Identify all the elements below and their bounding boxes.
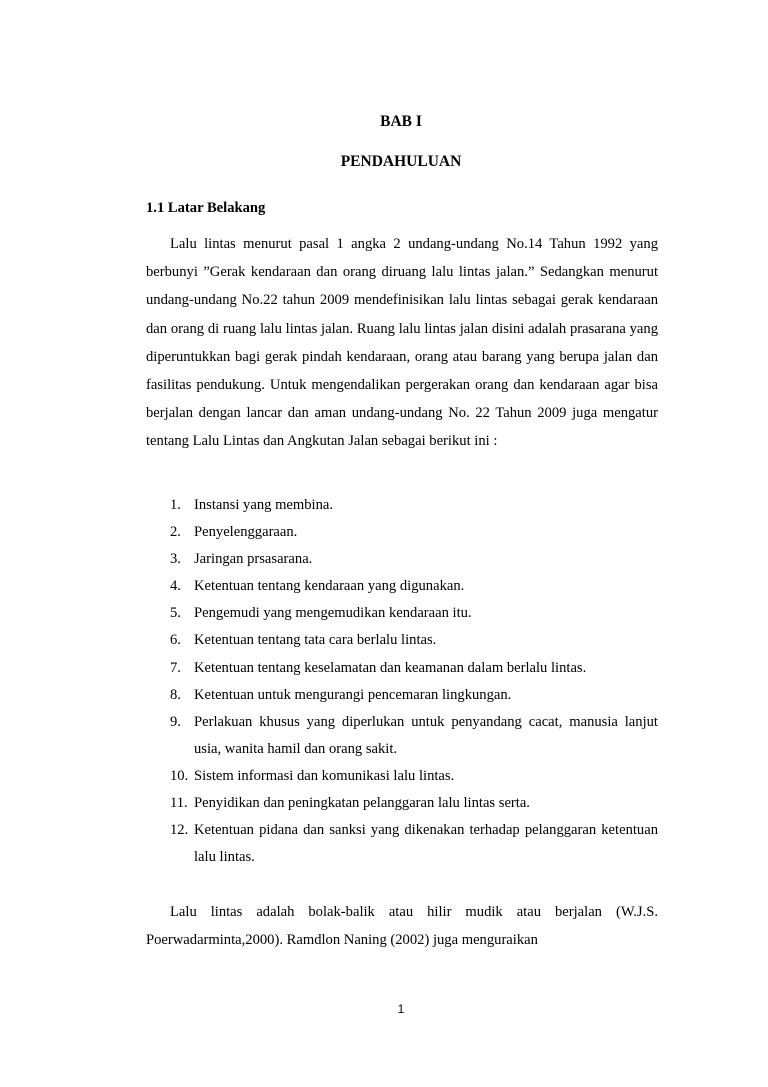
list-item-text: Penyelenggaraan. (194, 524, 298, 541)
list-item (146, 546, 658, 573)
list-item (146, 763, 658, 790)
list-item (146, 573, 658, 600)
chapter-heading: BAB I (380, 113, 422, 130)
list-item (146, 817, 658, 871)
list-item-number: 5. (170, 605, 181, 622)
list-item-number: 8. (170, 686, 181, 703)
list-item-text: Perlakuan khusus yang diperlukan untuk penyandang cacat, manusia lanjut usia, wanita hamil dan orang sakit. (194, 713, 658, 757)
list-item-text: Penyidikan dan peningkatan pelanggaran lalu lintas serta. (194, 795, 530, 812)
list-item-text: Ketentuan pidana dan sanksi yang dikenakan terhadap pelanggaran ketentuan lalu lintas. (194, 822, 658, 866)
list-item-text: Ketentuan tentang tata cara berlalu lintas. (194, 632, 437, 649)
list-item-number: 12. (170, 822, 189, 839)
list-item-text: Instansi yang membina. (194, 497, 334, 513)
list-item-text: Jaringan prsasarana. (194, 551, 313, 568)
list-item-number: 2. (170, 524, 181, 541)
list-item-text: Ketentuan tentang keselamatan dan keamanan dalam berlalu lintas. (194, 659, 587, 676)
list-item-text: Ketentuan tentang kendaraan yang digunakan. (194, 578, 465, 595)
list-item-number: 9. (170, 713, 181, 730)
list-item-text: Sistem informasi dan komunikasi lalu lintas. (194, 767, 455, 784)
list-item-text: Ketentuan untuk mengurangi pencemaran lingkungan. (194, 686, 512, 703)
list-item (146, 627, 658, 654)
page-number: 1 (397, 1002, 405, 1016)
list-item-number: 4. (170, 578, 181, 595)
list-item (146, 682, 658, 709)
list-item-number: 7. (170, 659, 181, 676)
paragraph: Lalu lintas adalah bolak-balik atau hilir mudik atau berjalan (W.J.S. Poerwadarminta,2000). Ramdlon Naning (2002) juga menguraikan (146, 904, 658, 949)
list-item (146, 709, 658, 763)
list-item (146, 519, 658, 546)
list-item (146, 492, 658, 519)
numbered-list (146, 492, 658, 871)
list-item-text: Pengemudi yang mengemudikan kendaraan itu. (194, 605, 472, 622)
chapter-title: PENDAHULUAN (340, 153, 462, 170)
list-item (146, 790, 658, 817)
list-item-number: 1. (170, 497, 181, 513)
list-item (146, 600, 658, 627)
paragraph: Lalu lintas menurut pasal 1 angka 2 undang-undang No.14 Tahun 1992 yang berbunyi ”Gerak kendaraan dan orang diruang lalu lintas jalan.” Sedangkan menurut undang-undang No.22 tahun 2009 mendefinisikan lalu lintas sebagai gerak kendaraan dan orang di ruang lalu lintas jalan. Ruang lalu lintas jalan disini adalah prasarana yang diperuntukkan bagi gerak pindah kendaraan, orang atau barang yang berupa jalan dan fasilitas pendukung. Untuk mengendalikan pergerakan orang dan kendaraan agar bisa berjalan dengan lancar dan aman undang-undang No. 22 Tahun 2009 juga mengatur tentang Lalu Lintas dan Angkutan Jalan sebagai berikut ini : (146, 236, 658, 450)
list-item-number: 11. (170, 795, 188, 812)
section-heading: 1.1 Latar Belakang (146, 200, 266, 216)
list-item (146, 655, 658, 682)
list-item-number: 10. (170, 767, 189, 784)
list-item-number: 6. (170, 632, 181, 649)
list-item-number: 3. (170, 551, 181, 568)
